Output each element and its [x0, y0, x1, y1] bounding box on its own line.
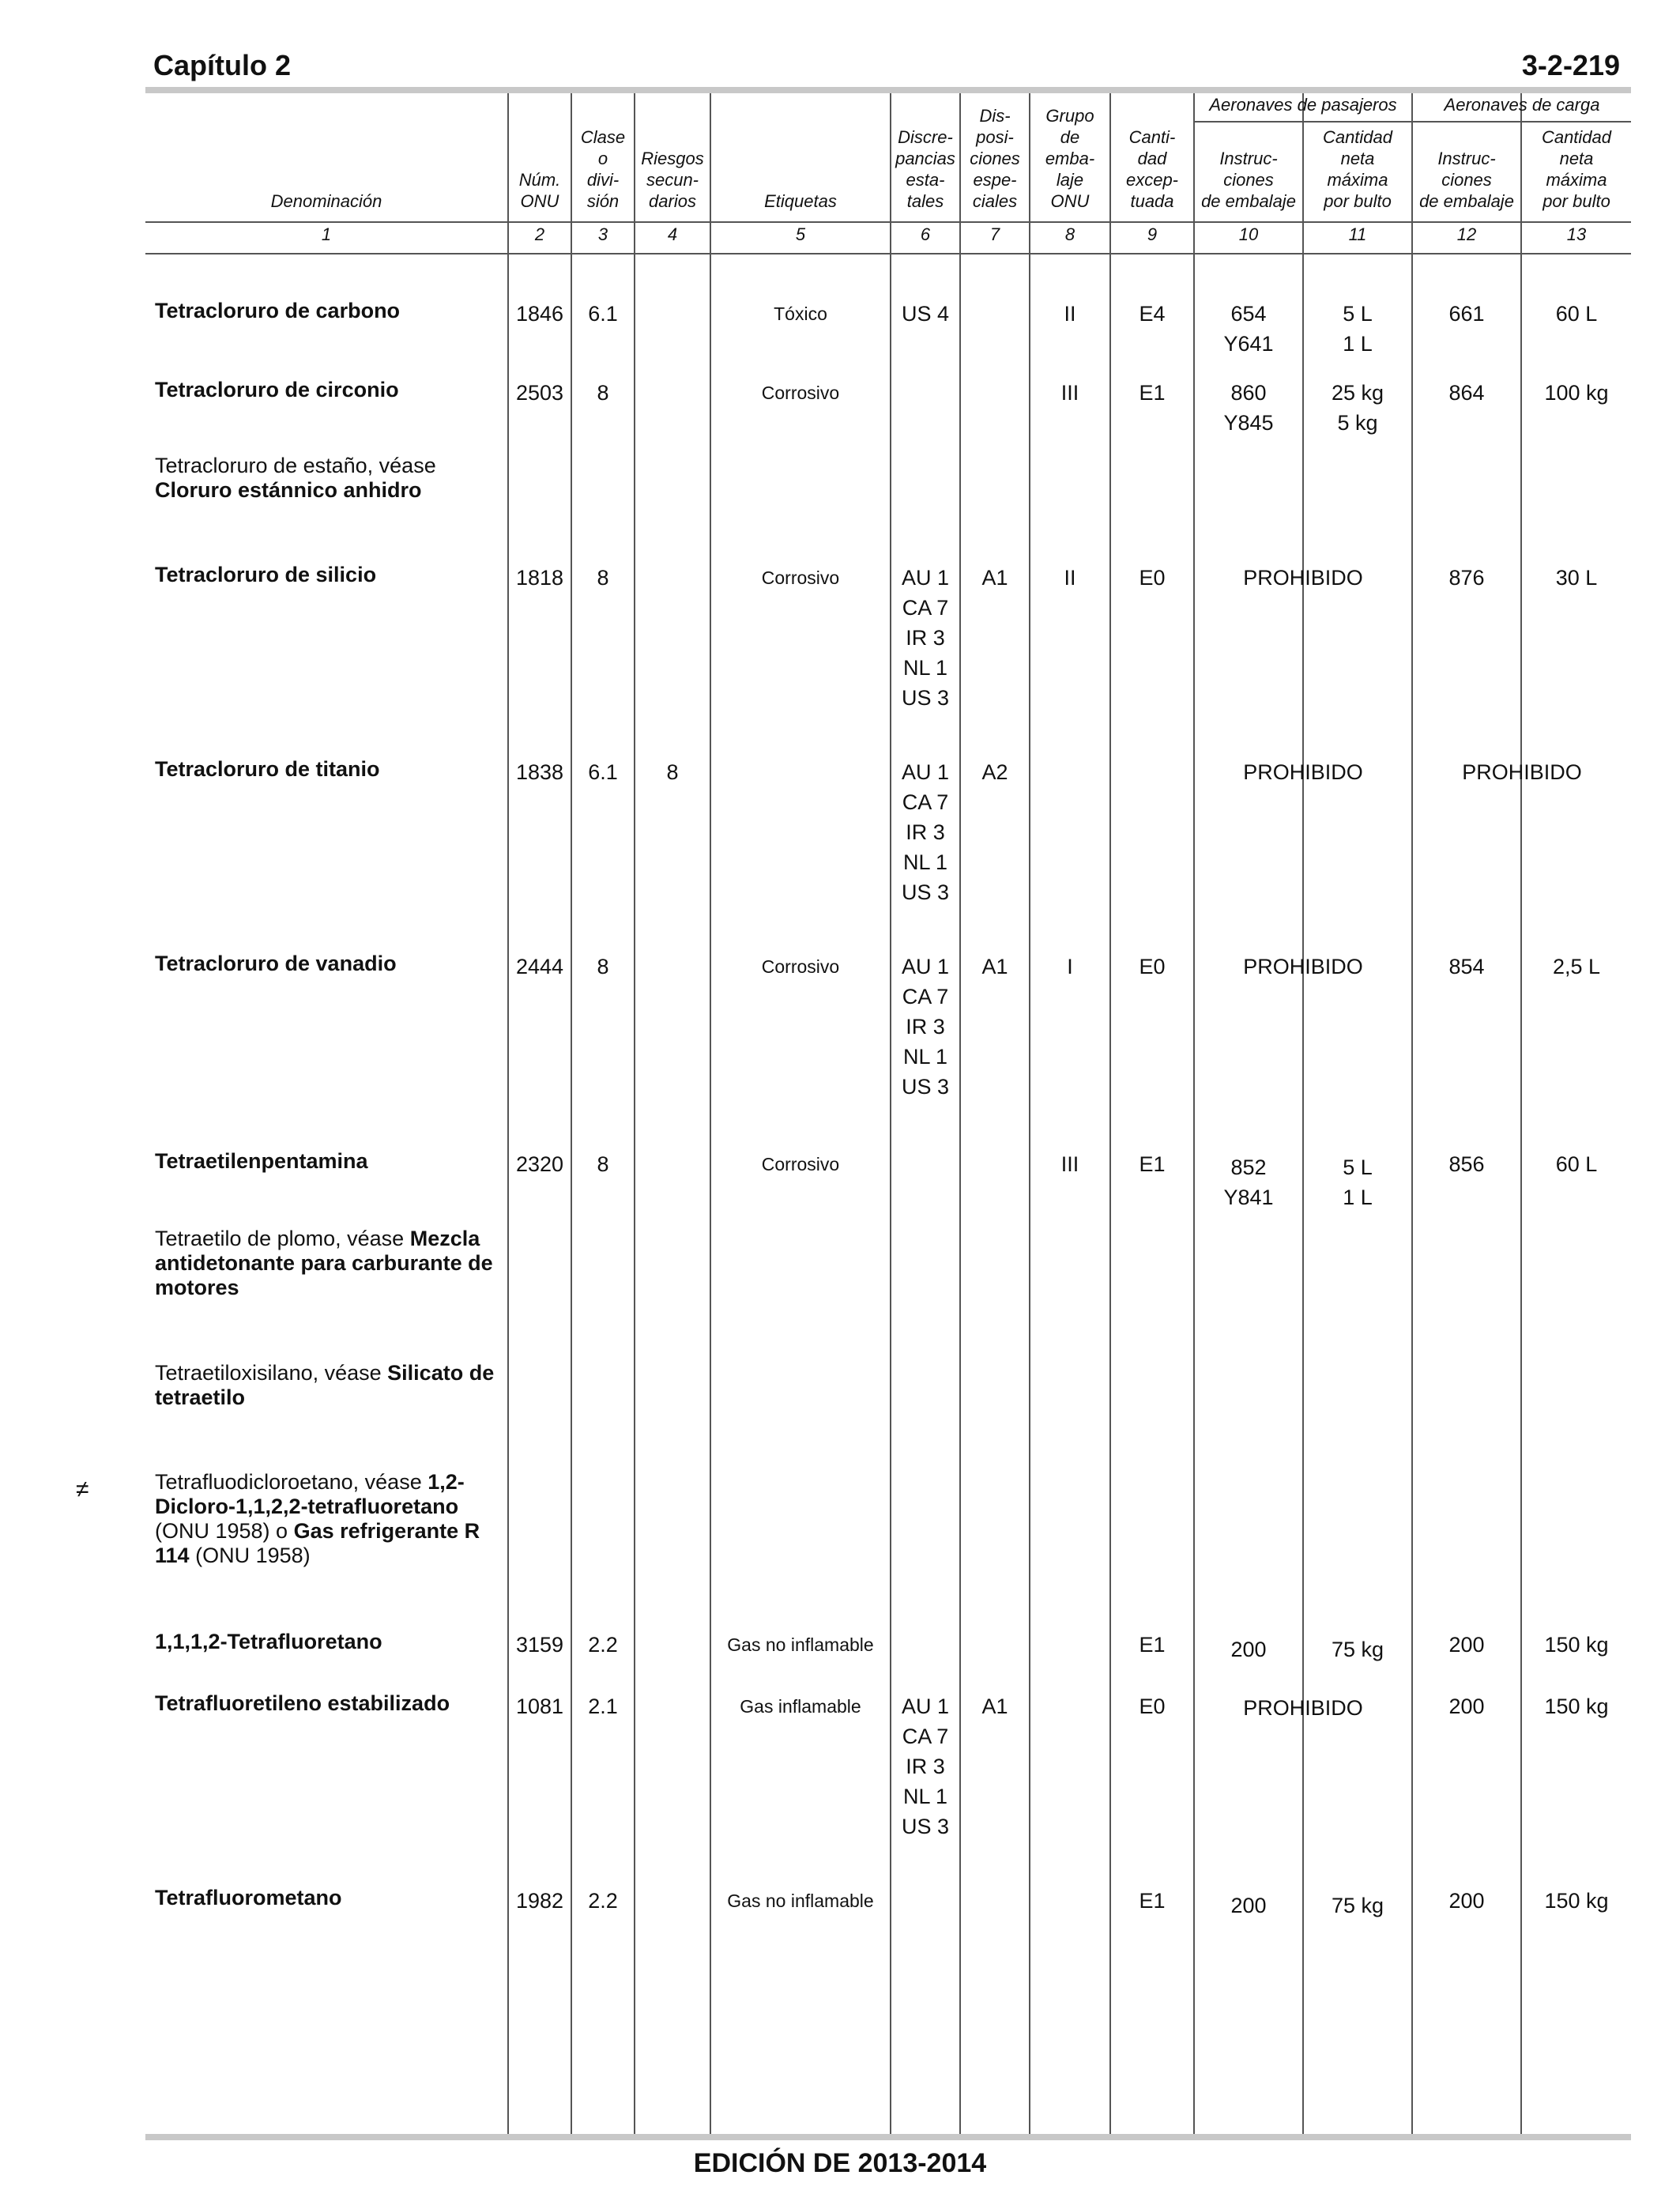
- special-provisions: A1: [981, 955, 1008, 978]
- cargo-max-quantity: 2,5 L: [1552, 955, 1601, 978]
- pax-max-quantity: 5 L 1 L: [1343, 302, 1373, 356]
- header-cargo-cantidad: Cantidad neta máxima por bulto: [1541, 127, 1612, 211]
- substance-reference: Tetraetiloxisilano, véase Silicato de tetraetilo: [155, 1361, 495, 1409]
- special-provisions: A1: [981, 1695, 1008, 1718]
- state-discrepancies: AU 1 CA 7 IR 3 NL 1 US 3: [901, 1695, 950, 1838]
- pax-packing-instruction: 852 Y841: [1223, 1155, 1274, 1209]
- header-clase: Clase o divi- sión: [580, 127, 626, 211]
- packing-group: II: [1064, 566, 1076, 590]
- excepted-quantity: E0: [1139, 566, 1166, 590]
- packing-group: III: [1060, 381, 1079, 405]
- pax-prohibited: PROHIBIDO: [1243, 1696, 1363, 1720]
- cargo-max-quantity: 100 kg: [1544, 381, 1609, 405]
- excepted-quantity: E1: [1139, 1889, 1166, 1913]
- hazard-label: Gas inflamable: [740, 1696, 861, 1717]
- colnum-13: 13: [1566, 224, 1587, 244]
- group-separator: [1411, 93, 1413, 122]
- un-number: 1818: [515, 566, 564, 590]
- un-number: 1838: [515, 760, 564, 784]
- cargo-max-quantity: 150 kg: [1544, 1695, 1609, 1718]
- colnum-11: 11: [1348, 224, 1367, 244]
- change-mark: ≠: [76, 1476, 89, 1502]
- header-group-passenger: Aeronaves de pasajeros: [1209, 95, 1397, 115]
- colnum-10: 10: [1238, 224, 1259, 244]
- un-number: 1081: [515, 1695, 564, 1718]
- colnum-2: 2: [534, 224, 545, 244]
- cargo-prohibited: PROHIBIDO: [1462, 760, 1582, 784]
- special-provisions: A1: [981, 566, 1008, 590]
- packing-group: II: [1064, 302, 1076, 326]
- hazard-label: Corrosivo: [761, 383, 840, 403]
- hazard-label: Tóxico: [774, 303, 827, 324]
- top-rule: [145, 87, 1631, 93]
- substance-name: Tetracloruro de vanadio: [155, 952, 397, 975]
- substance-reference: Tetrafluodicloroetano, véase 1,2-Dicloro-1,1,2,2-tetrafluoretano (ONU 1958) o Gas refrigerante R 114 (ONU 1958): [155, 1470, 480, 1567]
- header-pax-instrucciones: Instruc- ciones de embalaje: [1201, 149, 1296, 211]
- excepted-quantity: E4: [1139, 302, 1166, 326]
- special-provisions: A2: [981, 760, 1008, 784]
- colnum-1: 1: [321, 224, 332, 244]
- pax-max-quantity: 25 kg 5 kg: [1331, 381, 1384, 435]
- hazard-class: 6.1: [588, 760, 618, 784]
- cargo-max-quantity: 150 kg: [1544, 1889, 1609, 1913]
- header-etiquetas: Etiquetas: [764, 191, 837, 211]
- substance-reference: Tetraetilo de plomo, véase Mezcla antidetonante para carburante de motores: [155, 1227, 493, 1299]
- page-number: 3-2-219: [1521, 49, 1620, 81]
- header-group-cargo: Aeronaves de carga: [1444, 95, 1600, 115]
- header-riesgos: Riesgos secun- darios: [641, 149, 704, 211]
- hazard-label: Corrosivo: [761, 956, 840, 977]
- col-line-7: [959, 93, 961, 2134]
- colnum-4: 4: [667, 224, 678, 244]
- cargo-packing-instruction: 200: [1448, 1889, 1485, 1913]
- cargo-max-quantity: 60 L: [1555, 302, 1598, 326]
- substance-reference: Tetracloruro de estaño, véase Cloruro estánnico anhidro: [155, 454, 436, 502]
- pax-prohibited: PROHIBIDO: [1243, 955, 1363, 978]
- header-pax-cantidad: Cantidad neta máxima por bulto: [1322, 127, 1393, 211]
- un-number: 3159: [515, 1633, 564, 1657]
- hazard-class: 6.1: [588, 302, 618, 326]
- bottom-rule: [145, 2134, 1631, 2140]
- hazard-label: Gas no inflamable: [727, 1634, 874, 1655]
- state-discrepancies: US 4: [901, 302, 950, 326]
- excepted-quantity: E0: [1139, 1695, 1166, 1718]
- cargo-max-quantity: 150 kg: [1544, 1633, 1609, 1657]
- hazard-label: Corrosivo: [761, 567, 840, 588]
- colnum-divider: [145, 253, 1631, 254]
- header-discrepancias: Discre- pancias esta- tales: [895, 127, 955, 211]
- hazard-class: 8: [597, 566, 609, 590]
- colnum-5: 5: [795, 224, 806, 244]
- chapter-title: Capítulo 2: [153, 49, 292, 81]
- pax-prohibited: PROHIBIDO: [1243, 760, 1363, 784]
- pax-packing-instruction: 654 Y641: [1223, 302, 1274, 356]
- cargo-packing-instruction: 864: [1448, 381, 1485, 405]
- excepted-quantity: E1: [1139, 1633, 1166, 1657]
- pax-packing-instruction: 860 Y845: [1223, 381, 1274, 435]
- hazard-class: 2.2: [588, 1633, 618, 1657]
- pax-prohibited: PROHIBIDO: [1243, 566, 1363, 590]
- substance-name: Tetrafluoretileno estabilizado: [155, 1691, 450, 1715]
- cargo-packing-instruction: 661: [1448, 302, 1485, 326]
- cargo-packing-instruction: 876: [1448, 566, 1485, 590]
- colnum-6: 6: [920, 224, 931, 244]
- header-denominacion: Denominación: [270, 191, 382, 211]
- header-num-onu: Núm. ONU: [518, 170, 561, 211]
- hazard-label: Corrosivo: [761, 1154, 840, 1174]
- subsidiary-risk: 8: [666, 760, 679, 784]
- un-number: 2503: [515, 381, 564, 405]
- un-number: 1982: [515, 1889, 564, 1913]
- hazard-class: 8: [597, 955, 609, 978]
- state-discrepancies: AU 1 CA 7 IR 3 NL 1 US 3: [901, 760, 950, 904]
- cargo-packing-instruction: 854: [1448, 955, 1485, 978]
- pax-packing-instruction: 200: [1230, 1638, 1267, 1661]
- cargo-packing-instruction: 856: [1448, 1152, 1485, 1176]
- cargo-max-quantity: 60 L: [1555, 1152, 1598, 1176]
- substance-name: Tetracloruro de titanio: [155, 757, 380, 781]
- header-cargo-instrucciones: Instruc- ciones de embalaje: [1419, 149, 1514, 211]
- pax-max-quantity: 75 kg: [1331, 1638, 1384, 1661]
- pax-packing-instruction: 200: [1230, 1894, 1267, 1917]
- page-header: [153, 44, 1620, 84]
- col-line-4: [634, 93, 635, 2134]
- header-cantidad-exceptuada: Canti- dad excep- tuada: [1125, 127, 1179, 211]
- substance-name: Tetracloruro de circonio: [155, 378, 399, 401]
- header-disposiciones: Dis- posi- ciones espe- ciales: [970, 106, 1020, 211]
- substance-name: 1,1,1,2-Tetrafluoretano: [155, 1630, 382, 1653]
- colnum-12: 12: [1456, 224, 1477, 244]
- cargo-max-quantity: 30 L: [1555, 566, 1598, 590]
- excepted-quantity: E1: [1139, 381, 1166, 405]
- colnum-3: 3: [597, 224, 608, 244]
- pax-max-quantity: 75 kg: [1331, 1894, 1384, 1917]
- colnum-8: 8: [1064, 224, 1075, 244]
- excepted-quantity: E0: [1139, 955, 1166, 978]
- excepted-quantity: E1: [1139, 1152, 1166, 1176]
- pax-max-quantity: 5 L 1 L: [1343, 1155, 1373, 1209]
- header-grupo-embalaje: Grupo de emba- laje ONU: [1045, 106, 1095, 211]
- hazard-class: 2.1: [588, 1695, 618, 1718]
- hazard-class: 2.2: [588, 1889, 618, 1913]
- substance-name: Tetracloruro de carbono: [155, 299, 401, 322]
- header-divider: [145, 221, 1631, 223]
- un-number: 2320: [515, 1152, 564, 1176]
- edition-footer: EDICIÓN DE 2013-2014: [693, 2148, 987, 2178]
- substance-name: Tetraetilenpentamina: [155, 1149, 368, 1173]
- state-discrepancies: AU 1 CA 7 IR 3 NL 1 US 3: [901, 955, 950, 1099]
- packing-group: III: [1060, 1152, 1079, 1176]
- hazard-label: Gas no inflamable: [727, 1891, 874, 1911]
- substance-name: Tetracloruro de silicio: [155, 563, 377, 586]
- cargo-packing-instruction: 200: [1448, 1633, 1485, 1657]
- un-number: 1846: [515, 302, 564, 326]
- packing-group: I: [1067, 955, 1073, 978]
- hazard-class: 8: [597, 1152, 609, 1176]
- hazard-class: 8: [597, 381, 609, 405]
- state-discrepancies: AU 1 CA 7 IR 3 NL 1 US 3: [901, 566, 950, 710]
- cargo-packing-instruction: 200: [1448, 1695, 1485, 1718]
- substance-name: Tetrafluorometano: [155, 1886, 342, 1909]
- un-number: 2444: [515, 955, 564, 978]
- colnum-7: 7: [989, 224, 1000, 244]
- colnum-9: 9: [1147, 224, 1158, 244]
